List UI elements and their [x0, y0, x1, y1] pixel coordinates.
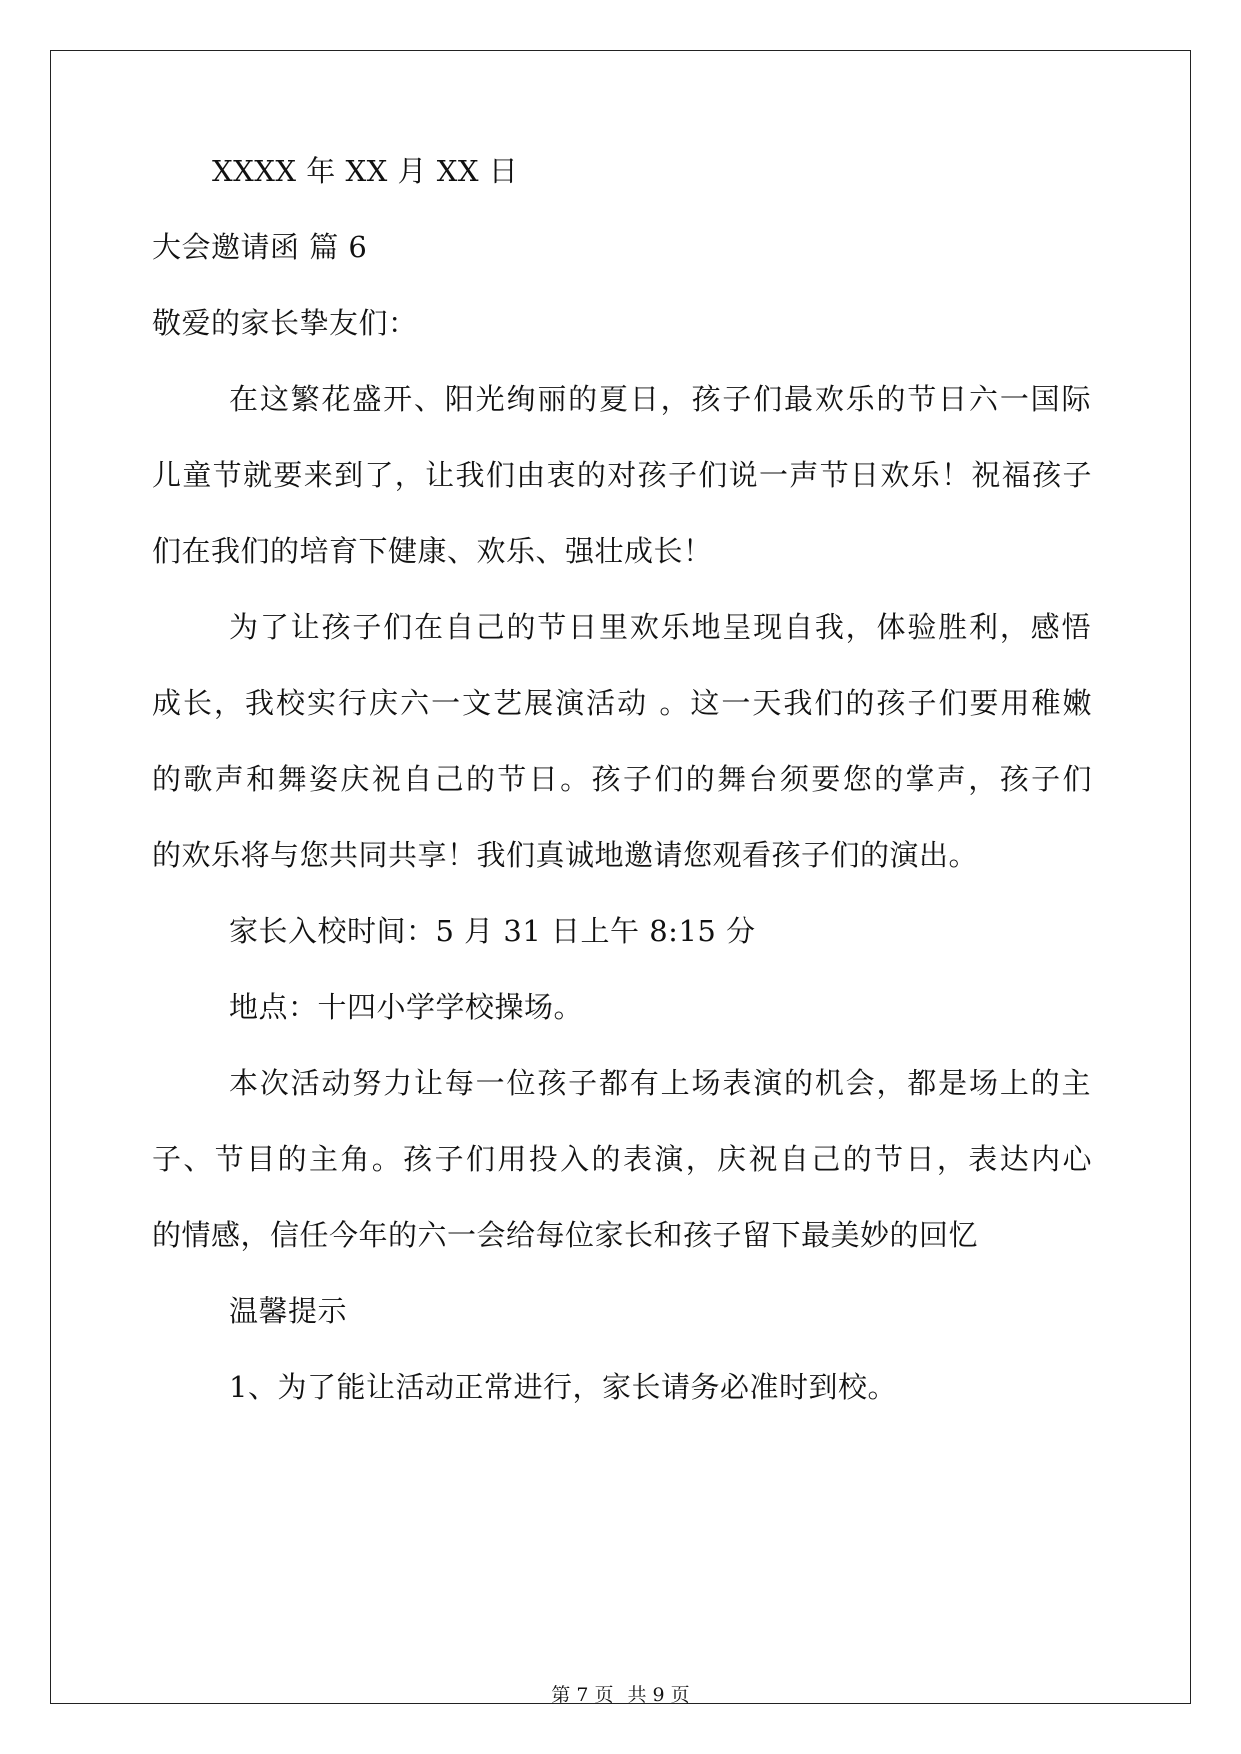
page-number: 第 7 页 — [551, 1684, 614, 1706]
tips-heading: 温馨提示 — [229, 1294, 348, 1328]
paragraph-line: 们在我们的培育下健康、欢乐、强壮成长！ — [152, 534, 713, 568]
paragraph-line: 的情感，信任今年的六一会给每位家长和孩子留下最美妙的回忆 — [152, 1218, 979, 1252]
paragraph-line: 本次活动努力让每一位孩子都有上场表演的机会，都是场上的主 — [229, 1066, 1091, 1100]
date-line: XXXX 年 XX 月 XX 日 — [212, 154, 519, 188]
paragraph-line: 子、节目的主角。孩子们用投入的表演，庆祝自己的节日，表达内心 — [152, 1142, 1092, 1176]
page-total: 共 9 页 — [627, 1684, 690, 1706]
paragraph-line: 儿童节就要来到了，让我们由衷的对孩子们说一声节日欢乐！祝福孩子 — [152, 458, 1092, 492]
paragraph-line: 的歌声和舞姿庆祝自己的节日。孩子们的舞台须要您的掌声，孩子们 — [152, 762, 1092, 796]
paragraph-line: 的欢乐将与您共同共享！我们真诚地邀请您观看孩子们的演出。 — [152, 838, 979, 872]
page-border — [50, 50, 1191, 1704]
entry-time: 家长入校时间：5 月 31 日上午 8:15 分 — [229, 914, 756, 948]
tip-item: 1、为了能让活动正常进行，家长请务必准时到校。 — [229, 1370, 897, 1404]
page-footer — [0, 1683, 1241, 1707]
paragraph-line: 为了让孩子们在自己的节日里欢乐地呈现自我，体验胜利，感悟 — [229, 610, 1091, 644]
paragraph-line: 在这繁花盛开、阳光绚丽的夏日，孩子们最欢乐的节日六一国际 — [229, 382, 1091, 416]
greeting: 敬爱的家长挚友们： — [152, 306, 418, 340]
section-title: 大会邀请函 篇 6 — [152, 230, 368, 264]
paragraph-line: 成长，我校实行庆六一文艺展演活动 。这一天我们的孩子们要用稚嫩 — [152, 686, 1092, 720]
location: 地点：十四小学学校操场。 — [229, 990, 584, 1024]
